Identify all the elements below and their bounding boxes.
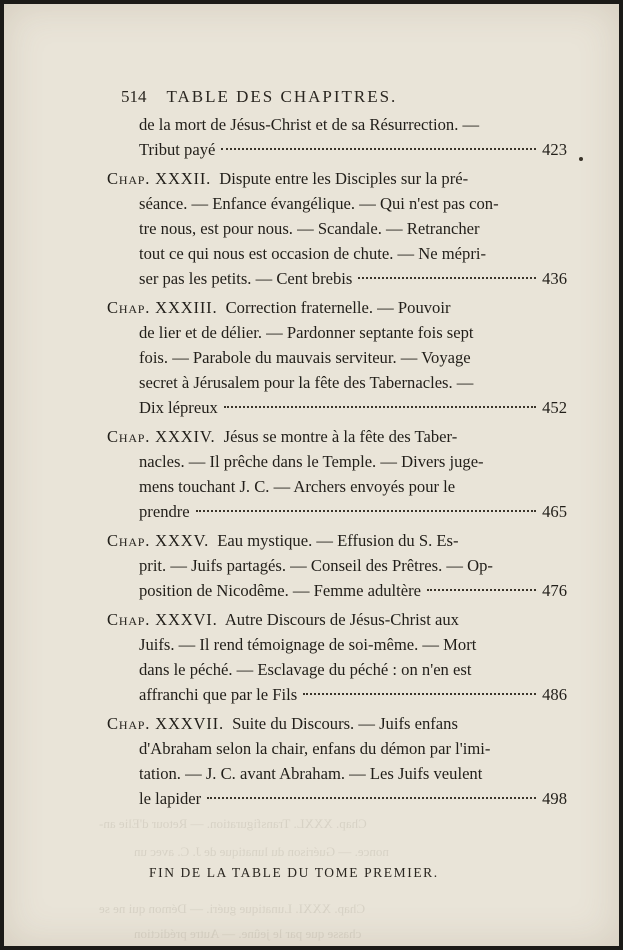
toc-page-number: 476 (542, 581, 567, 600)
toc-entry-chapter (107, 607, 567, 707)
toc-line-final (107, 499, 567, 524)
toc-line-text: Autre Discours de Jésus-Christ aux (224, 610, 459, 629)
toc-line: tre nous, est pour nous. — Scandale. — Retrancher (139, 219, 480, 238)
toc-line-text: ser pas les petits. — Cent brebis (139, 269, 353, 288)
toc-line-text: prendre (139, 502, 190, 521)
toc-page-number: 423 (542, 140, 567, 159)
dot-leader (207, 797, 536, 799)
show-through-text: nonce. — Guérison du lunatique de J. C. avec un (134, 844, 389, 859)
show-through-text: Chap. XXXL. Transfiguration. — Retour d'Elie an- (99, 816, 367, 831)
toc-line-final (107, 137, 567, 162)
toc-line-text: Correction fraternelle. — Pouvoir (225, 298, 451, 317)
toc-line-final (107, 786, 567, 811)
toc-page-number: 486 (542, 685, 567, 704)
toc-line-text: le lapider (139, 789, 202, 808)
toc-line: de lier et de délier. — Pardonner septante fois sept (139, 323, 474, 342)
toc-line-first (107, 295, 567, 320)
toc-page-number: 436 (542, 269, 567, 288)
toc-line: dans le péché. — Esclavage du péché : on n'en est (139, 660, 472, 679)
dot-leader (427, 589, 536, 591)
toc-line-text: Dix lépreux (139, 398, 218, 417)
toc-page-number: 465 (542, 502, 567, 521)
show-through-text: Chap. XXXI. Lunatique guéri. — Démon qui ne se (99, 901, 366, 916)
toc-line-text: Eau mystique. — Effusion du S. Es- (217, 531, 459, 550)
toc-line: de la mort de Jésus-Christ et de sa Résurrection. — (139, 115, 480, 134)
toc-line-text: Suite du Discours. — Juifs enfans (232, 714, 458, 733)
page-number: 514 (121, 87, 147, 106)
toc-line-final (107, 578, 567, 603)
toc-entry-chapter (107, 424, 567, 524)
toc-entry-chapter (107, 295, 567, 420)
chapter-label: Chap. XXXIV. (107, 427, 216, 446)
dot-leader (224, 406, 536, 408)
chapter-label: Chap. XXXVII. (107, 714, 224, 733)
toc-line: nacles. — Il prêche dans le Temple. — Divers juge- (139, 452, 484, 471)
dot-leader (221, 148, 536, 150)
book-page (4, 4, 619, 946)
toc-line-final (107, 395, 567, 420)
toc-line-text: Jésus se montre à la fête des Taber- (223, 427, 458, 446)
toc-entry-chapter (107, 166, 567, 291)
chapter-label: Chap. XXXII. (107, 169, 212, 188)
dot-leader (196, 510, 536, 512)
toc-line-first (107, 528, 567, 553)
toc-line: prit. — Juifs partagés. — Conseil des Prêtres. — Op- (139, 556, 493, 575)
toc-line: fois. — Parabole du mauvais serviteur. — Voyage (139, 348, 471, 367)
toc-line: mens touchant J. C. — Archers envoyés pour le (139, 477, 456, 496)
toc-line: séance. — Enfance évangélique. — Qui n'est pas con- (139, 194, 499, 213)
toc-line: tation. — J. C. avant Abraham. — Les Juifs veulent (139, 764, 483, 783)
toc-line: tout ce qui nous est occasion de chute. — Ne mépri- (139, 244, 486, 263)
toc-line-text: Dispute entre les Disciples sur la pré- (219, 169, 469, 188)
chapter-label: Chap. XXXVI. (107, 610, 218, 629)
volume-end-note: FIN DE LA TABLE DU TOME PREMIER. (149, 865, 439, 880)
dot-leader (303, 693, 536, 695)
running-header (121, 87, 397, 107)
toc-line-final (107, 682, 567, 707)
toc-line: secret à Jérusalem pour la fête des Tabernacles. — (139, 373, 474, 392)
toc-line: Juifs. — Il rend témoignage de soi-même. — Mort (139, 635, 477, 654)
show-through-text: chasse que par le jeûne. — Autre prédiction (134, 926, 362, 941)
ink-speck (579, 157, 583, 161)
toc-entry-continuation (107, 112, 567, 162)
toc-line-first (107, 424, 567, 449)
toc-line-first (107, 166, 567, 191)
toc-entry-chapter (107, 528, 567, 603)
toc-entry-chapter (107, 711, 567, 811)
toc-page-number: 498 (542, 789, 567, 808)
header-title: TABLE DES CHAPITRES. (166, 87, 398, 106)
toc-line-text: Tribut payé (139, 140, 216, 159)
toc-page-number: 452 (542, 398, 567, 417)
chapter-label: Chap. XXXV. (107, 531, 210, 550)
toc-line-first (107, 711, 567, 736)
toc-line-text: position de Nicodême. — Femme adultère (139, 581, 422, 600)
toc-line-final (107, 266, 567, 291)
table-of-contents (107, 112, 567, 815)
chapter-label: Chap. XXXIII. (107, 298, 218, 317)
toc-line-text: affranchi que par le Fils (139, 685, 298, 704)
dot-leader (358, 277, 536, 279)
toc-line-first (107, 607, 567, 632)
toc-line: d'Abraham selon la chair, enfans du démon par l'imi- (139, 739, 491, 758)
